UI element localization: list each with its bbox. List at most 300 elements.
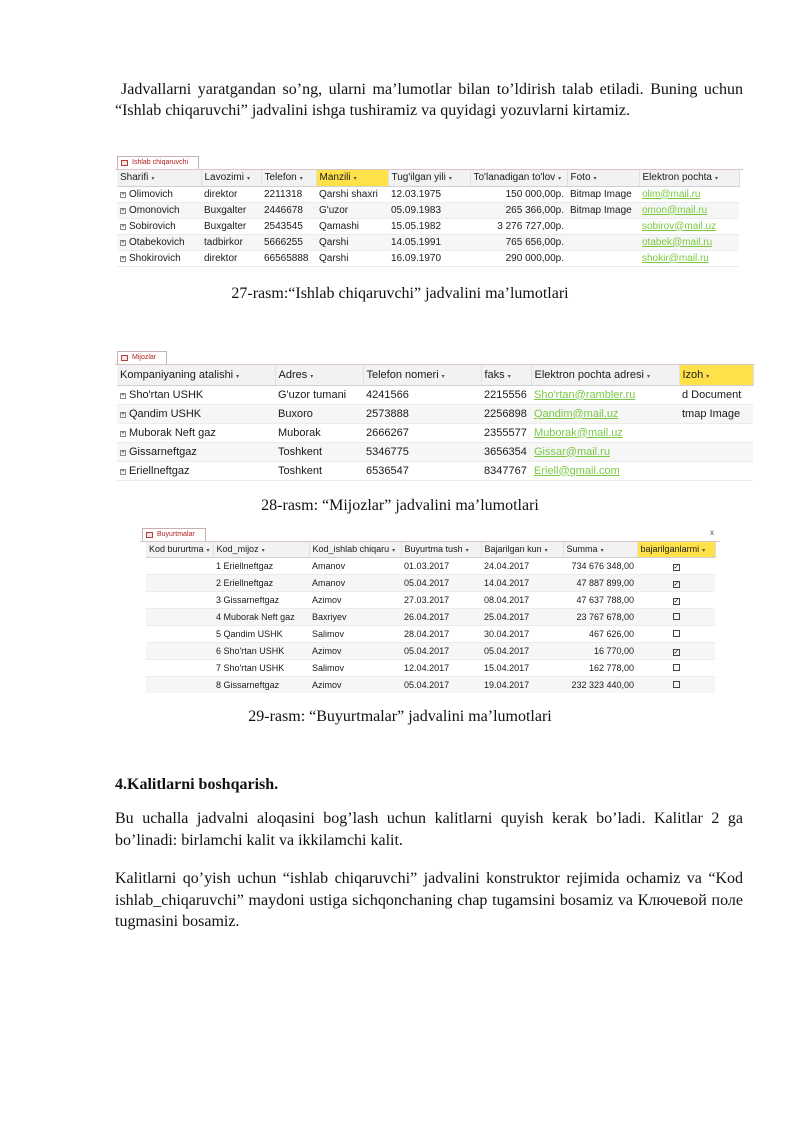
paragraph-keys-intro: Bu uchalla jadvalni aloqasini bog’lash uchun kalitlarni quyish kerak bo’ladi. Kalitlar 2 ga bo’linadi: birlamchi kalit va ikkilamchi kalit. [115,810,743,849]
cell-value: G'uzor tumani [278,388,347,401]
cell-value: 47 887 899,00 [576,577,635,588]
table-cell[interactable] [213,676,309,693]
table-cell[interactable] [275,423,363,442]
expand-icon[interactable]: + [121,255,125,262]
checkbox[interactable]: ✓ [673,597,680,605]
sort-dropdown-icon[interactable]: ▾ [646,373,650,380]
column-header[interactable] [639,170,739,186]
table-row[interactable] [146,625,715,642]
table-cell[interactable] [146,642,213,659]
cell-value: 24.04.2017 [484,560,530,571]
expand-icon[interactable]: + [121,430,125,437]
sort-dropdown-icon[interactable]: ▾ [310,373,314,380]
table-cell[interactable] [679,461,753,480]
table-cell[interactable] [275,442,363,461]
table-cell[interactable] [117,186,201,202]
table-cell[interactable] [261,234,316,250]
sort-dropdown-icon[interactable]: ▾ [206,548,210,555]
cell-value: 3 276 727,00p. [497,220,564,232]
sort-dropdown-icon[interactable]: ▾ [702,548,706,555]
cell-value: 734 676 348,00 [571,560,635,571]
sort-dropdown-icon[interactable]: ▾ [261,548,265,555]
table-cell[interactable] [117,250,201,266]
table-row[interactable] [117,186,739,202]
cell-value: 01.03.2017 [404,560,450,571]
table-cell[interactable] [401,659,481,676]
table-cell[interactable] [481,461,531,480]
table-cell[interactable] [567,186,639,202]
column-header-label: To'lanadigan to'lov [473,172,556,184]
figure-caption-27: 27-rasm:“Ishlab chiqaruvchi” jadvalini ma’lumotlari [231,285,569,302]
table-row[interactable] [146,608,715,625]
table-cell[interactable] [563,557,637,574]
sort-dropdown-icon[interactable]: ▾ [544,548,548,555]
table-cell[interactable] [637,625,715,642]
checkbox[interactable]: ✓ [673,580,680,588]
table-cell[interactable] [309,557,401,574]
column-header[interactable] [637,542,715,557]
column-header[interactable] [275,365,363,385]
column-header-label: Adres [278,368,308,381]
table-cell[interactable] [388,234,470,250]
expand-icon[interactable]: + [121,392,125,399]
column-header[interactable] [316,170,388,186]
cell-value: Baxriyev [312,611,347,622]
column-header[interactable] [201,170,261,186]
cell-value: 05.04.2017 [484,645,530,656]
table-row[interactable] [117,234,739,250]
table-cell[interactable] [481,423,531,442]
cell-value: direktor [204,188,238,200]
checkbox[interactable] [673,681,680,688]
cell-value: Qandim USHK [129,407,202,420]
column-header[interactable] [531,365,679,385]
table-cell[interactable] [363,385,481,404]
table-cell[interactable] [567,234,639,250]
table-cell[interactable] [637,676,715,693]
sort-dropdown-icon[interactable]: ▾ [353,176,357,183]
table-cell[interactable] [309,642,401,659]
table-cell[interactable] [316,218,388,234]
checkbox[interactable]: ✓ [673,563,680,571]
table-cell[interactable] [470,186,567,202]
table-cell[interactable] [388,186,470,202]
column-header-label: Lavozimi [204,172,244,184]
table-cell[interactable] [201,202,261,218]
table-cell[interactable] [679,423,753,442]
table-cell[interactable] [309,676,401,693]
cell-value: 4241566 [366,388,409,401]
table-cell[interactable] [481,557,563,574]
table-cell[interactable] [481,591,563,608]
table-cell[interactable] [146,557,213,574]
table-cell[interactable] [401,676,481,693]
cell-value: Buxgalter [204,204,247,216]
table-cell[interactable] [201,186,261,202]
table-cell[interactable] [639,186,739,202]
table-row[interactable] [117,385,753,404]
table-cell[interactable] [275,404,363,423]
email-link[interactable]: Gissar@mail.ru [534,445,610,458]
cell-value: 7 Sho'rtan USHK [216,662,285,673]
sort-dropdown-icon[interactable]: ▾ [151,176,155,183]
checkbox[interactable] [673,630,680,637]
cell-value: 23 767 678,00 [576,611,635,622]
table-cell[interactable] [531,423,679,442]
table-cell[interactable] [679,385,753,404]
table-cell[interactable] [117,218,201,234]
table-row[interactable] [117,442,753,461]
table-cell[interactable] [401,642,481,659]
email-link[interactable]: sobirov@mail.uz [642,220,717,232]
table-cell[interactable] [213,591,309,608]
table-cell[interactable] [309,659,401,676]
cell-value: 25.04.2017 [484,611,530,622]
table-cell[interactable] [213,659,309,676]
cell-value: Omonovich [129,204,180,216]
table-cell[interactable] [563,608,637,625]
sort-dropdown-icon[interactable]: ▾ [299,176,303,183]
email-link[interactable]: olim@mail.ru [642,188,701,200]
cell-value: Qarshi shaxri [319,188,378,200]
column-header-label: Foto [570,172,591,184]
column-header[interactable] [567,170,639,186]
table-cell[interactable] [481,676,563,693]
column-header[interactable] [401,542,481,557]
column-header-label: Kod bururtma [149,544,204,555]
table-cell[interactable] [481,442,531,461]
cell-value: 150 000,00p. [505,188,564,200]
expand-icon[interactable]: + [121,468,125,475]
cell-value: 05.09.1983 [391,204,442,216]
table-cell[interactable] [309,608,401,625]
cell-value: 30.04.2017 [484,628,530,639]
cell-value: 2355577 [484,426,527,439]
email-link[interactable]: otabek@mail.ru [642,236,713,248]
table-cell[interactable] [146,608,213,625]
table-cell[interactable] [639,202,739,218]
cell-value: d Document [682,388,742,401]
table-row[interactable] [117,250,739,266]
column-header-label: Buyurtma tush [404,544,463,555]
table-tab[interactable] [142,528,206,541]
table-cell[interactable] [481,404,531,423]
table-cell[interactable] [388,250,470,266]
table-cell[interactable] [563,591,637,608]
table-row[interactable] [117,461,753,480]
table-cell[interactable] [117,442,275,461]
column-header[interactable] [470,170,567,186]
table-cell[interactable] [261,250,316,266]
column-header[interactable] [481,365,531,385]
table-cell[interactable] [481,608,563,625]
table-cell[interactable] [316,186,388,202]
table-cell[interactable] [401,557,481,574]
table-cell[interactable] [213,574,309,591]
cell-value: Muborak Neft gaz [129,426,216,439]
ishlab-chiqaruvchi-table-screenshot [115,155,743,269]
cell-value: 265 366,00p. [505,204,564,216]
buyurtmalar-table-screenshot [140,527,720,693]
checkbox[interactable]: ✓ [673,648,680,656]
table-cell[interactable] [639,218,739,234]
sort-dropdown-icon[interactable]: ▾ [441,373,445,380]
table-cell[interactable] [117,234,201,250]
table-cell[interactable] [146,659,213,676]
table-cell[interactable] [481,642,563,659]
table-cell[interactable] [481,659,563,676]
table-cell[interactable] [639,234,739,250]
sort-dropdown-icon[interactable]: ▾ [507,373,511,380]
table-cell[interactable] [679,442,753,461]
cell-value: Bitmap Image [570,204,632,216]
table-cell[interactable] [363,423,481,442]
mijozlar-table-screenshot [115,350,755,482]
cell-value: 6 Sho'rtan USHK [216,645,285,656]
table-cell[interactable] [563,659,637,676]
table-row[interactable] [146,676,715,693]
table-cell[interactable] [213,642,309,659]
table-cell[interactable] [637,591,715,608]
table-cell[interactable] [637,659,715,676]
table-cell[interactable] [567,250,639,266]
cell-value: Azimov [312,679,342,690]
table-cell[interactable] [563,574,637,591]
cell-value: 2666267 [366,426,409,439]
table-cell[interactable] [213,557,309,574]
table-cell[interactable] [639,250,739,266]
table-cell[interactable] [563,642,637,659]
table-cell[interactable] [309,591,401,608]
table-cell[interactable] [401,625,481,642]
table-cell[interactable] [470,250,567,266]
column-header-label: faks [484,368,505,381]
table-cell[interactable] [213,625,309,642]
table-cell[interactable] [567,218,639,234]
cell-value: 1 Eriellneftgaz [216,560,274,571]
sort-dropdown-icon[interactable]: ▾ [600,548,604,555]
table-cell[interactable] [401,591,481,608]
cell-value: 2543545 [264,220,303,232]
table-row[interactable] [146,591,715,608]
table-cell[interactable] [531,385,679,404]
cell-value: 2215556 [484,388,527,401]
table-row[interactable] [146,557,715,574]
sort-dropdown-icon[interactable]: ▾ [246,176,250,183]
cell-value: Qamashi [319,220,360,232]
expand-icon[interactable]: + [121,411,125,418]
cell-value: 5 Qandim USHK [216,628,283,639]
table-cell[interactable] [363,404,481,423]
cell-value: 27.03.2017 [404,594,450,605]
column-header-label: Elektron pochta [642,172,712,184]
table-cell[interactable] [117,202,201,218]
cell-value: 08.04.2017 [484,594,530,605]
cell-value: Shokirovich [129,252,181,264]
sort-dropdown-icon[interactable]: ▾ [465,548,469,555]
expand-icon[interactable]: + [121,449,125,456]
email-link[interactable]: Qandim@mail.uz [534,407,619,420]
table-cell[interactable] [679,404,753,423]
expand-icon[interactable]: + [121,207,125,214]
table-cell[interactable] [637,557,715,574]
cell-value: 4 Muborak Neft gaz [216,611,295,622]
table-cell[interactable] [201,218,261,234]
column-header[interactable] [563,542,637,557]
table-cell[interactable] [388,202,470,218]
email-link[interactable]: omon@mail.ru [642,204,708,216]
cell-value: Muborak [278,426,321,439]
table-cell[interactable] [146,574,213,591]
close-icon[interactable]: x [710,528,714,537]
table-cell[interactable] [563,625,637,642]
table-row[interactable] [146,659,715,676]
table-cell[interactable] [275,461,363,480]
table-cell[interactable] [388,218,470,234]
column-header[interactable] [679,365,753,385]
sort-dropdown-icon[interactable]: ▾ [706,373,710,380]
table-cell[interactable] [401,574,481,591]
column-header[interactable] [309,542,401,557]
table-cell[interactable] [117,385,275,404]
table-cell[interactable] [117,404,275,423]
column-header-label: Izoh [682,368,704,381]
sort-dropdown-icon[interactable]: ▾ [715,176,719,183]
table-tab[interactable] [117,351,167,364]
column-header[interactable] [213,542,309,557]
table-cell[interactable] [201,234,261,250]
column-header-label: Kod_mijoz [216,544,259,555]
email-link[interactable]: Muborak@mail.uz [534,426,623,439]
table-row[interactable] [117,404,753,423]
table-cell[interactable] [363,461,481,480]
checkbox[interactable] [673,613,680,620]
expand-icon[interactable]: + [121,223,125,230]
table-cell[interactable] [309,625,401,642]
checkbox[interactable] [673,664,680,671]
cell-value: 467 626,00 [589,628,635,639]
table-cell[interactable] [637,574,715,591]
table-cell[interactable] [531,404,679,423]
table-row[interactable] [117,218,739,234]
sort-dropdown-icon[interactable]: ▾ [236,373,240,380]
table-cell[interactable] [316,234,388,250]
table-cell[interactable] [316,202,388,218]
table-cell[interactable] [261,186,316,202]
column-header[interactable] [388,170,470,186]
cell-value: 19.04.2017 [484,679,530,690]
table-cell[interactable] [309,574,401,591]
table-cell[interactable] [275,385,363,404]
cell-value: 05.04.2017 [404,645,450,656]
table-cell[interactable] [117,461,275,480]
cell-value: 2573888 [366,407,409,420]
sort-dropdown-icon[interactable]: ▾ [593,176,597,183]
expand-icon[interactable]: + [121,239,125,246]
expand-icon[interactable]: + [121,191,125,198]
data-grid [117,365,754,481]
table-cell[interactable] [567,202,639,218]
sort-dropdown-icon[interactable]: ▾ [448,176,452,183]
cell-value: Azimov [312,645,342,656]
table-cell[interactable] [261,218,316,234]
cell-value: 3656354 [484,445,527,458]
table-cell[interactable] [637,608,715,625]
email-link[interactable]: Eriell@gmail.com [534,464,620,477]
cell-value: 12.04.2017 [404,662,450,673]
column-header[interactable] [261,170,316,186]
table-cell[interactable] [401,608,481,625]
cell-value: Gissarneftgaz [129,445,197,458]
table-cell[interactable] [563,676,637,693]
cell-value: Buxgalter [204,220,247,232]
cell-value: Sobirovich [129,220,176,232]
cell-value: 28.04.2017 [404,628,450,639]
cell-value: Otabekovich [129,236,185,248]
table-row[interactable] [146,642,715,659]
column-header[interactable] [481,542,563,557]
email-link[interactable]: shokir@mail.ru [642,252,709,264]
table-row[interactable] [146,574,715,591]
cell-value: 232 323 440,00 [571,679,635,690]
table-tab[interactable] [117,156,199,169]
table-cell[interactable] [363,442,481,461]
table-cell[interactable] [146,591,213,608]
column-header[interactable] [117,170,201,186]
table-cell[interactable] [481,574,563,591]
table-cell[interactable] [117,423,275,442]
cell-value: 47 637 788,00 [576,594,635,605]
cell-value: Buxoro [278,407,313,420]
column-header[interactable] [117,365,275,385]
cell-value: 12.03.1975 [391,188,442,200]
section-heading: 4.Kalitlarni boshqarish. [115,776,279,793]
table-cell[interactable] [470,202,567,218]
table-cell[interactable] [201,250,261,266]
table-cell[interactable] [146,676,213,693]
email-link[interactable]: Sho'rtan@rambler.ru [534,388,636,401]
table-cell[interactable] [470,234,567,250]
sort-dropdown-icon[interactable]: ▾ [558,176,562,183]
table-tab-bar [115,350,755,365]
table-row[interactable] [117,202,739,218]
table-cell[interactable] [637,642,715,659]
table-cell[interactable] [261,202,316,218]
table-cell[interactable] [481,625,563,642]
table-cell[interactable] [213,608,309,625]
cell-value: 05.04.2017 [404,577,450,588]
cell-value: 8 Gissarneftgaz [216,679,280,690]
table-cell[interactable] [531,461,679,480]
cell-value: Amanov [312,560,346,571]
column-header[interactable] [363,365,481,385]
table-row[interactable] [117,423,753,442]
cell-value: Toshkent [278,445,323,458]
column-header[interactable] [146,542,213,557]
table-cell[interactable] [146,625,213,642]
table-cell[interactable] [470,218,567,234]
cell-value: Eriellneftgaz [129,464,190,477]
sort-dropdown-icon[interactable]: ▾ [392,548,396,555]
column-header-label: Bajarilgan kun [484,544,542,555]
table-icon [146,532,153,538]
table-icon [121,355,128,361]
table-cell[interactable] [481,385,531,404]
table-cell[interactable] [316,250,388,266]
paragraph-keys-steps: Kalitlarni qo’yish uchun “ishlab chiqaruvchi” jadvalini konstruktor rejimida ochamiz va “Kod ishlab_chiqaruvchi” maydoni ustiga sichqonchaning chap tugamsini bosamiz va Ключевой поле tugmasini bosamiz. [115,870,743,930]
table-cell[interactable] [531,442,679,461]
cell-value: 162 778,00 [589,662,635,673]
